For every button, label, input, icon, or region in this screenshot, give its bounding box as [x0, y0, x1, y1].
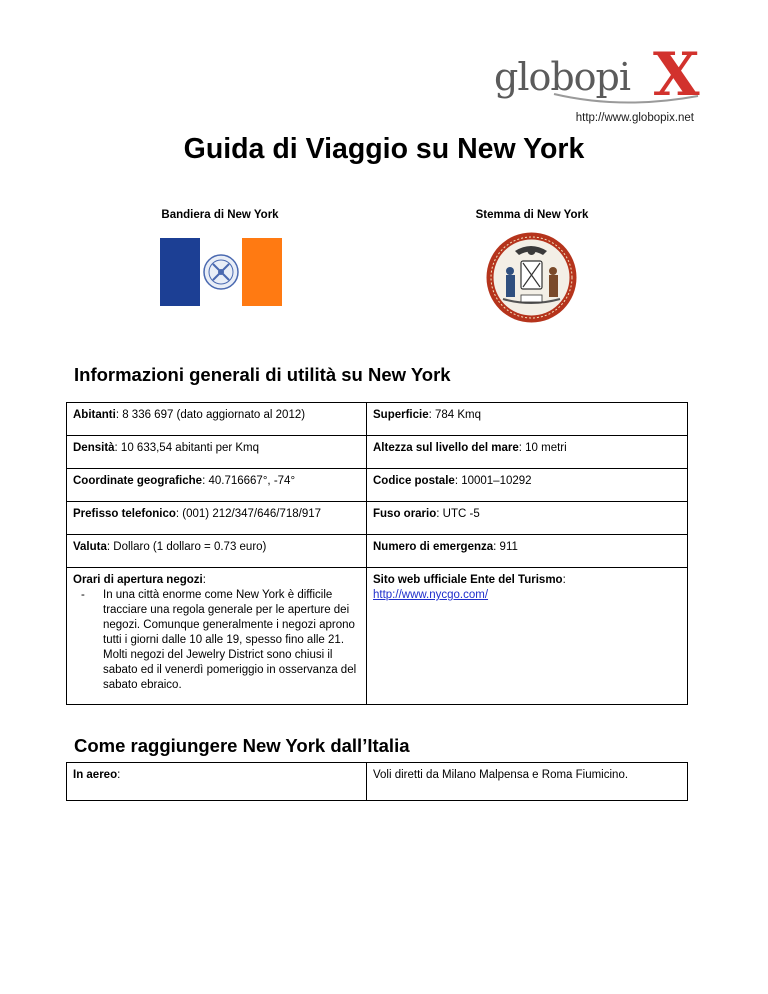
seal-caption: Stemma di New York: [475, 209, 589, 221]
table-row: [67, 535, 688, 568]
table-cell: [367, 436, 688, 469]
tourism-colon: :: [562, 574, 566, 586]
table-cell: [67, 436, 367, 469]
table-cell: [367, 535, 688, 568]
fuso-orario-label: Fuso orario: [373, 508, 437, 520]
table-cell: [67, 568, 367, 705]
in-aereo-label: In aereo: [73, 769, 118, 781]
travel-section-heading: Come raggiungere New York dall’Italia: [74, 735, 410, 756]
table-row: [67, 436, 688, 469]
new-york-seal-image: [485, 231, 578, 324]
table-cell: [367, 568, 688, 705]
abitanti-label: Abitanti: [73, 409, 116, 421]
abitanti-value: : 8 336 697 (dato aggiornato al 2012): [115, 409, 306, 421]
tourism-site-label: Sito web ufficiale Ente del Turismo: [373, 574, 563, 586]
table-cell: [367, 403, 688, 436]
in-aereo-value: Voli diretti da Milano Malpensa e Roma Fiumicino.: [367, 763, 688, 801]
bullet-dash: -: [81, 589, 85, 601]
superficie-label: Superficie: [373, 409, 429, 421]
codice-postale-value: : 10001–10292: [454, 475, 532, 487]
fuso-orario-value: : UTC -5: [436, 508, 480, 520]
site-url[interactable]: http://www.globopix.net: [575, 112, 694, 124]
in-aereo-colon: :: [117, 769, 121, 781]
table-cell: [367, 469, 688, 502]
densita-value: : 10 633,54 abitanti per Kmq: [114, 442, 260, 454]
coordinate-value: : 40.716667°, -74°: [202, 475, 296, 487]
emergenza-value: : 911: [493, 541, 518, 553]
flag-caption: Bandiera di New York: [161, 209, 279, 221]
orari-text: In una città enorme come New York è difficile tracciare una regola generale per le aperture dei negozi. Comunque generalmente i negozi aprono tutti i giorni dalle 10 alle 19, spesso fino alle 21. Molti negozi del Jewelry District sono chiusi il sabato ed il venerdì pomeriggio in osservanza del sabato ebraico.: [103, 589, 357, 691]
coordinate-label: Coordinate geografiche: [73, 475, 203, 487]
table-row: [67, 469, 688, 502]
densita-label: Densità: [73, 442, 115, 454]
page-title: Guida di Viaggio su New York: [183, 133, 585, 165]
prefisso-label: Prefisso telefonico: [73, 508, 176, 520]
prefisso-value: : (001) 212/347/646/718/917: [175, 508, 322, 520]
valuta-value: : Dollaro (1 dollaro = 0.73 euro): [106, 541, 267, 553]
valuta-label: Valuta: [73, 541, 107, 553]
orari-list-item: [81, 588, 360, 693]
tourism-site-link[interactable]: http://www.nycgo.com/: [373, 589, 489, 601]
table-cell: [67, 763, 367, 801]
superficie-unit: Kmq: [457, 409, 482, 421]
emergenza-label: Numero di emergenza: [373, 541, 494, 553]
logo-wordmark: globopi: [494, 55, 631, 99]
table-cell: [67, 403, 367, 436]
table-cell: [67, 502, 367, 535]
table-cell: [367, 502, 688, 535]
table-row: [67, 403, 688, 436]
orari-colon: :: [202, 574, 206, 586]
altezza-value: : 10 metri: [518, 442, 567, 454]
superficie-value: : 784: [428, 409, 458, 421]
logo-swoosh-icon: [552, 92, 702, 108]
table-row: [67, 763, 688, 801]
table-cell: [67, 469, 367, 502]
logo-x-mark: X: [653, 40, 700, 110]
globopix-logo: [494, 40, 704, 110]
info-table: [66, 402, 688, 705]
travel-table: [66, 762, 688, 801]
table-row: [67, 502, 688, 535]
table-row: [67, 568, 688, 705]
codice-postale-label: Codice postale: [373, 475, 455, 487]
orari-label: Orari di apertura negozi: [73, 574, 203, 586]
altezza-label: Altezza sul livello del mare: [373, 442, 519, 454]
table-cell: [67, 535, 367, 568]
info-section-heading: Informazioni generali di utilità su New York: [74, 364, 451, 385]
new-york-flag-image: [160, 238, 282, 306]
